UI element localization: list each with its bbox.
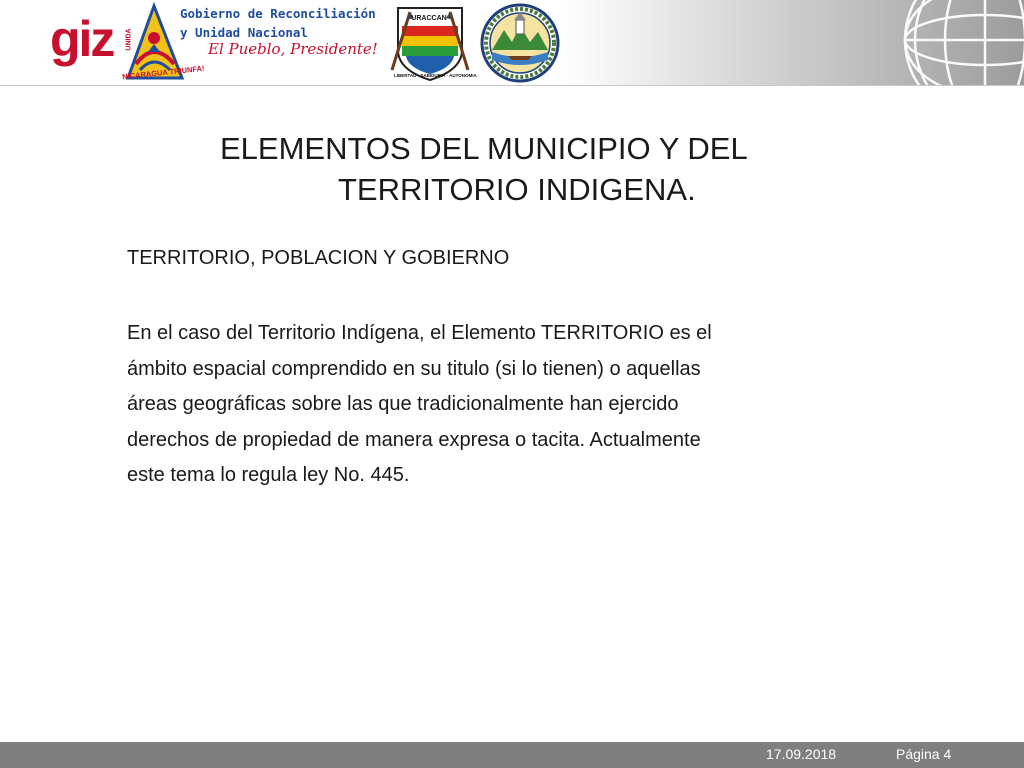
- uraccan-name: URACCAN: [411, 15, 447, 22]
- uraccan-logo: [384, 0, 476, 86]
- government-bottom-slogan: NICARAGUA TRIUNFA!: [121, 63, 205, 82]
- paragraph-line: derechos de propiedad de manera expresa o tacita. Actualmente: [127, 428, 701, 451]
- municipal-seal: [478, 0, 562, 86]
- slide-subtitle: TERRITORIO, POBLACION Y GOBIERNO: [127, 247, 510, 269]
- government-name-line1: Gobierno de Reconciliación: [180, 6, 376, 21]
- paragraph-line: En el caso del Territorio Indígena, el Elemento TERRITORIO es el: [127, 322, 712, 344]
- paragraph-line: ámbito espacial comprendido en su titulo (si lo tienen) o aquellas: [127, 357, 701, 380]
- header-divider: [0, 85, 1024, 86]
- slide-header: [0, 0, 1024, 86]
- globe-graphic: [890, 0, 1024, 86]
- paragraph-line: áreas geográficas sobre las que tradicionalmente han ejercido: [127, 393, 679, 415]
- government-side-text: UNIDA: [125, 28, 133, 51]
- footer-date: 17.09.2018: [766, 746, 837, 762]
- government-name-line2: y Unidad Nacional: [180, 25, 308, 40]
- paragraph-line: este tema lo regula ley No. 445.: [127, 464, 410, 486]
- body-paragraph: [127, 316, 907, 494]
- municipal-seal-emblem: [478, 0, 562, 86]
- uraccan-motto: LIBERTAD · SABIDURIA · AUTONOMIA: [394, 73, 477, 78]
- slide-title-line1: ELEMENTOS DEL MUNICIPIO Y DEL: [220, 131, 748, 166]
- giz-logo: giz: [50, 11, 114, 67]
- footer-page-number: Página 4: [896, 746, 952, 762]
- slide-title: [220, 128, 860, 210]
- government-logo: [118, 0, 380, 86]
- slide-footer: [0, 742, 1024, 768]
- slide-title-line2: TERRITORIO INDIGENA.: [338, 172, 696, 207]
- government-slogan: El Pueblo, Presidente!: [208, 40, 378, 58]
